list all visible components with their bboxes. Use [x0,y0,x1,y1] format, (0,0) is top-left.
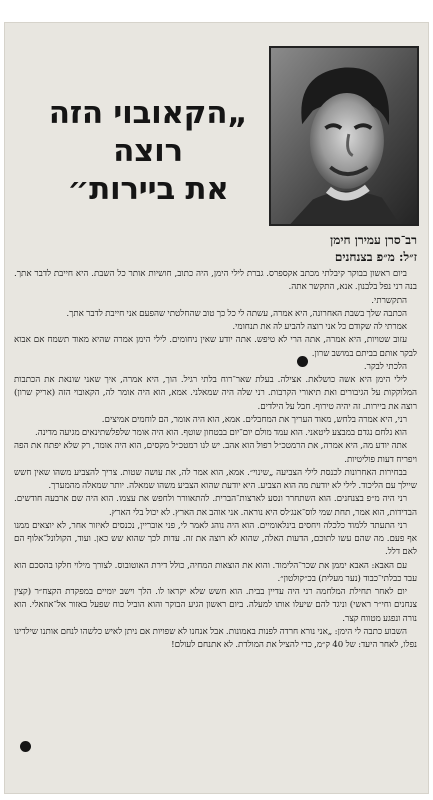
newspaper-clipping [4,22,429,794]
paragraph: בבחירות האחרונות לכנסת לילי הצביעה „שינוי״. אמא, הוא אמר לה, את עושה שטות. צריך להצביע משהו שאין חשש שיילך עם הליכוד. לילי לא יודעת מה הוא הצביע. היא יודעת שהוא הצביע משהו שמאלה. יותר שמאלה מהמערך. [14,467,417,491]
paragraph: הכתבה שלך בשבת האחרונה, היא אמרה, עשתה לי כל כך טוב שהחלטתי שהפעם אני חייבת לדבר אתך. [66,308,407,319]
headline [44,94,252,208]
paragraph: הוא נלחם נגדם במבצע ליטאני. הוא עמד מולם יום־יום בבטחון שוטף. הוא היה אומר שלפלשתינאים מגיעה מדינה. [34,428,407,438]
portrait-photo [269,46,419,226]
paragraph: רני היה מ״פ בצנחנים. הוא השתחרר ונסע לארצות־הברית. להתאוורר ולחפש את עצמו. הוא היה שם ארבעה חודשים. הבדידות, הוא אמר, תחת שמי לוס־אנג׳לס היא נוראה. אני אוהב את הארץ. לא יכול בלי הארץ. [14,494,417,518]
article-body [14,268,417,786]
paragraph: עזוב שטויות, היא אמרה, אתה הרי לא טיפש. אתה יודע שאין ניחומים. לילי הימן אמרה שהיא מאוד תשמח אם אבוא לבקר אותם בביתם במושב שרון. [14,335,417,359]
headline-line-2: רוצה [113,133,183,169]
byline [17,232,417,266]
paragraph: יום לאחר תחילת המלחמה רני היה עדיין בבית. הוא חשש שלא יקראו לו. הלך וישב יומיים במפקדת הקצח״ר (קצין צנחנים וחי״ר ראשי) וניגד להם שיעלו אותו למעלה. ביום ראשון הגיע הבוקר והוא הוביל כוח שפעל באזור אל־אוזאלי. הוא נורה ונפגע מטווח קצר. [14,587,417,624]
byline-reporter: רב־סרן עמירן חימן [330,233,417,247]
paragraph: אמרתי לה שקודם כל אני רוצה להביע לה את תנחומי. [232,322,407,332]
paragraph: רני התעתד ללמוד כלכלה ויחסים בינלאומיים. הוא היה נוהג לאמר לי, פני אובריין, נכנסים לאיזור אחר, לא יוצאים ממנו אף פעם. מה שהם עשו לתוכם, הדעות האלה, שהוא לא רוצה את זה. עדות לכך שהוא שש כאן. ועוד, הקולונל־אלוף הם לאם דלל. [14,520,417,558]
paragraph: השבוע כתבה לי הימן: „אני נורא חרדה לפנות באמונות. אבל אנחנו לא שפויות אם ניתן לאיש כלשהו לנחם אותנו שילדינו נפלו, לאחר היעד: של 40 ק״מ, כדי להציל את המולדת. לא אתנחם לעולם! [14,626,417,650]
paragraph: ביום ראשון בבוקר קיבלתי מכתב אקספרס. גברת לילי הימן, היה כתוב, חושיות אותר כל השבת. היא חייבת לדבר אתך. בנה רני נפל בלבנון. אנא, התקשר אתה. [14,269,417,293]
headline-line-1: „הקאובוי הזה [48,95,248,131]
paragraph: הלכתי לבקר. [363,361,407,372]
paragraph: התקשרתי. [371,295,407,306]
byline-unit: ז״ל: מ״פ בצנחנים [334,250,417,264]
paragraph: רני, היא אמרה בלחש, מאוד העריך את המחבלים. אמא, הוא היה אומר, הם לוחמים אמיצים. [101,414,407,425]
paragraph: לילי הימן היא אשה כושלאת. אצילה. בעלת שאר־רוח בלתי רגיל. הוך, היא אמרה, איך שאני שונאת את הכתבות המלוקקות על הגיבורים ואת תיאורי הקרבות. רני שלה היה שמאלני. אמא, הוא היה אומר לה, הקאובוי הזה (אריק שרון) רוצה את ביירות. זה יהיה טירוף. חבל על הילדים. [14,375,417,412]
paragraph: עם האבא: האבא יממן את שכר־הלימוד. והוא את הוצאות המחיה, כולל דירת האוטובוס. לצורך מילוי חלקו בהסכם הוא עבד כבלתי־כבוד (נער מעלית) בכ״קולטון״. [14,560,417,584]
paragraph: אתה יודע מה, היא אמרה, את הרמטכ״ל רפול הוא אהב. יש לנו רמטכ״ל מקסים, הוא היה אומר, רק שלא יפתח את הפה ויפריח דעות פוליטיות. [14,441,417,465]
headline-line-3: את ביירות״ [67,171,229,207]
